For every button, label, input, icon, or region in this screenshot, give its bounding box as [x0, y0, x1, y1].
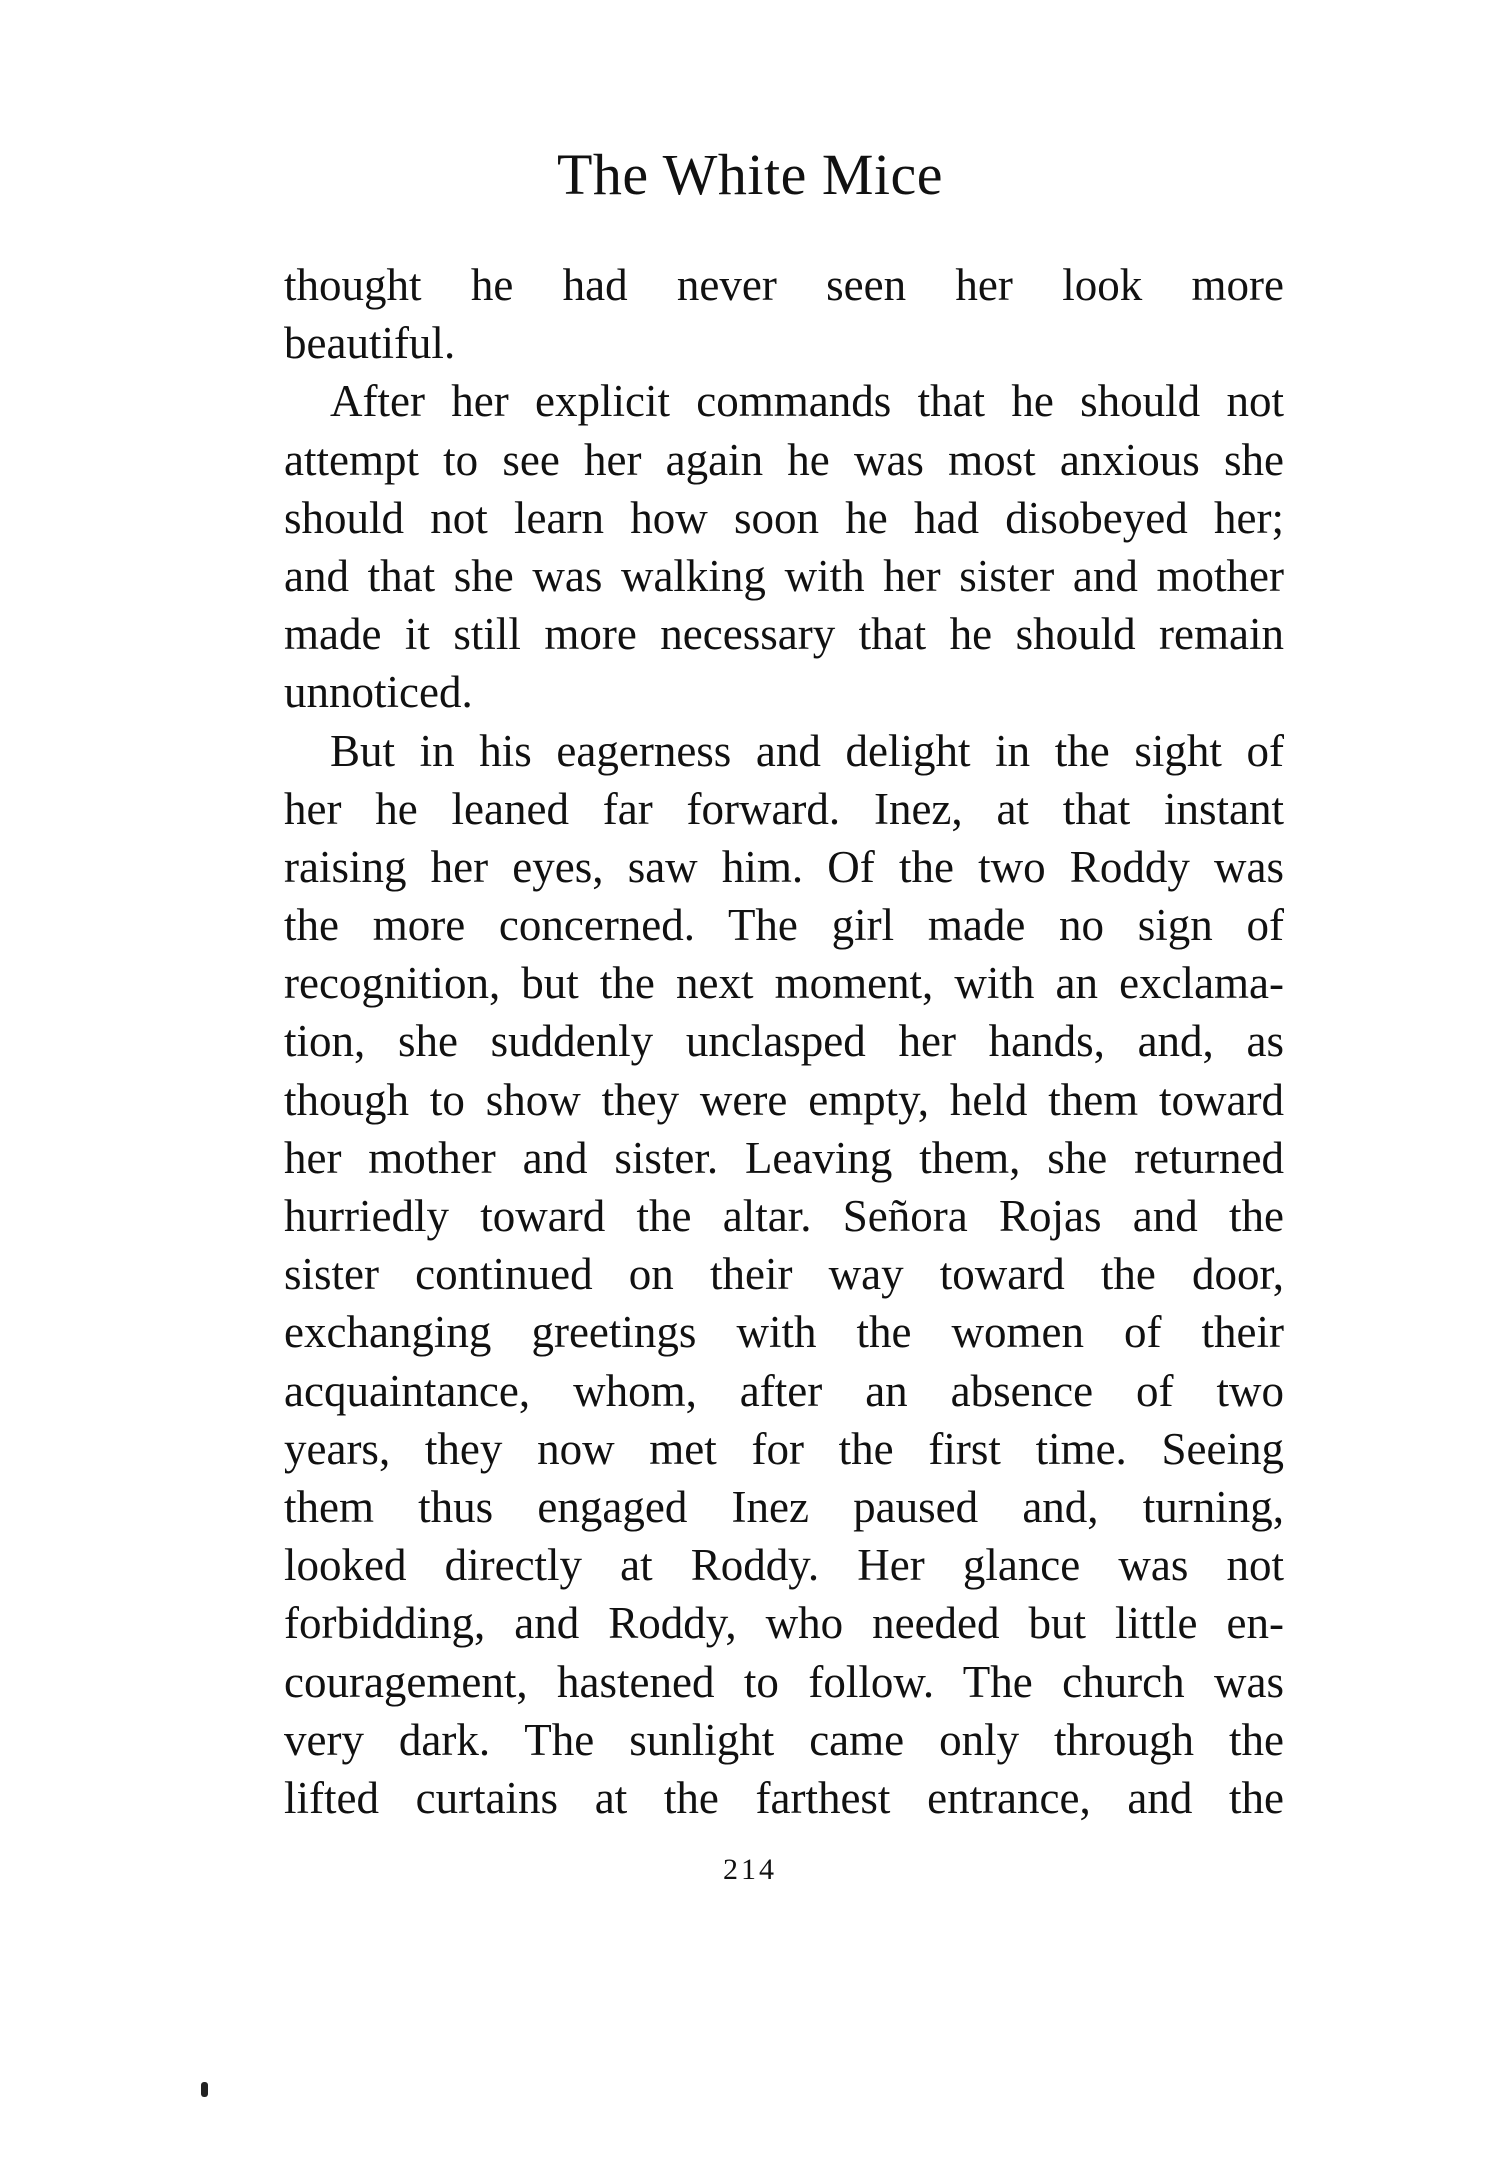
text-line: exchanging greetings with the women of their [284, 1307, 1284, 1358]
text-line: her he leaned far forward. Inez, at that instant [284, 783, 1284, 834]
text-line: made it still more necessary that he should remain [284, 609, 1284, 660]
text-line: beautiful. [284, 318, 456, 369]
text-line: should not learn how soon he had disobeyed her; [284, 492, 1284, 543]
text-line: very dark. The sunlight came only through the [284, 1714, 1284, 1765]
text-line: But in his eagerness and delight in the sight of [330, 725, 1284, 776]
text-line: hurriedly toward the altar. Señora Rojas and the [284, 1191, 1284, 1241]
text-line: couragement, hastened to follow. The church was [284, 1656, 1284, 1707]
text-line: acquaintance, whom, after an absence of two [284, 1365, 1284, 1416]
text-line: years, they now met for the first time. Seeing [284, 1423, 1284, 1474]
running-head: The White Mice [556, 142, 943, 207]
text-line: thought he had never seen her look more [284, 260, 1284, 310]
printer-mark [201, 2082, 208, 2097]
text-line: sister continued on their way toward the door, [284, 1249, 1284, 1300]
text-line: her mother and sister. Leaving them, she returned [284, 1132, 1284, 1183]
text-line: though to show they were empty, held them toward [284, 1074, 1284, 1125]
text-line: forbidding, and Roddy, who needed but little en- [284, 1598, 1284, 1649]
text-line: recognition, but the next moment, with an exclama- [284, 958, 1284, 1009]
text-line: unnoticed. [284, 667, 473, 718]
text-line: tion, she suddenly unclasped her hands, and, as [284, 1016, 1284, 1067]
body-text [284, 256, 1284, 1827]
text-line: raising her eyes, saw him. Of the two Roddy was [284, 841, 1284, 892]
text-line: attempt to see her again he was most anxious she [284, 434, 1284, 485]
text-line: After her explicit commands that he should not [330, 376, 1284, 427]
text-line: the more concerned. The girl made no sign of [284, 900, 1284, 951]
page-number: 214 [723, 1853, 777, 1886]
text-line: looked directly at Roddy. Her glance was not [284, 1540, 1284, 1591]
text-line: lifted curtains at the farthest entrance, and the [284, 1772, 1284, 1823]
text-line: them thus engaged Inez paused and, turning, [284, 1481, 1284, 1532]
text-line: and that she was walking with her sister and mother [284, 550, 1284, 601]
